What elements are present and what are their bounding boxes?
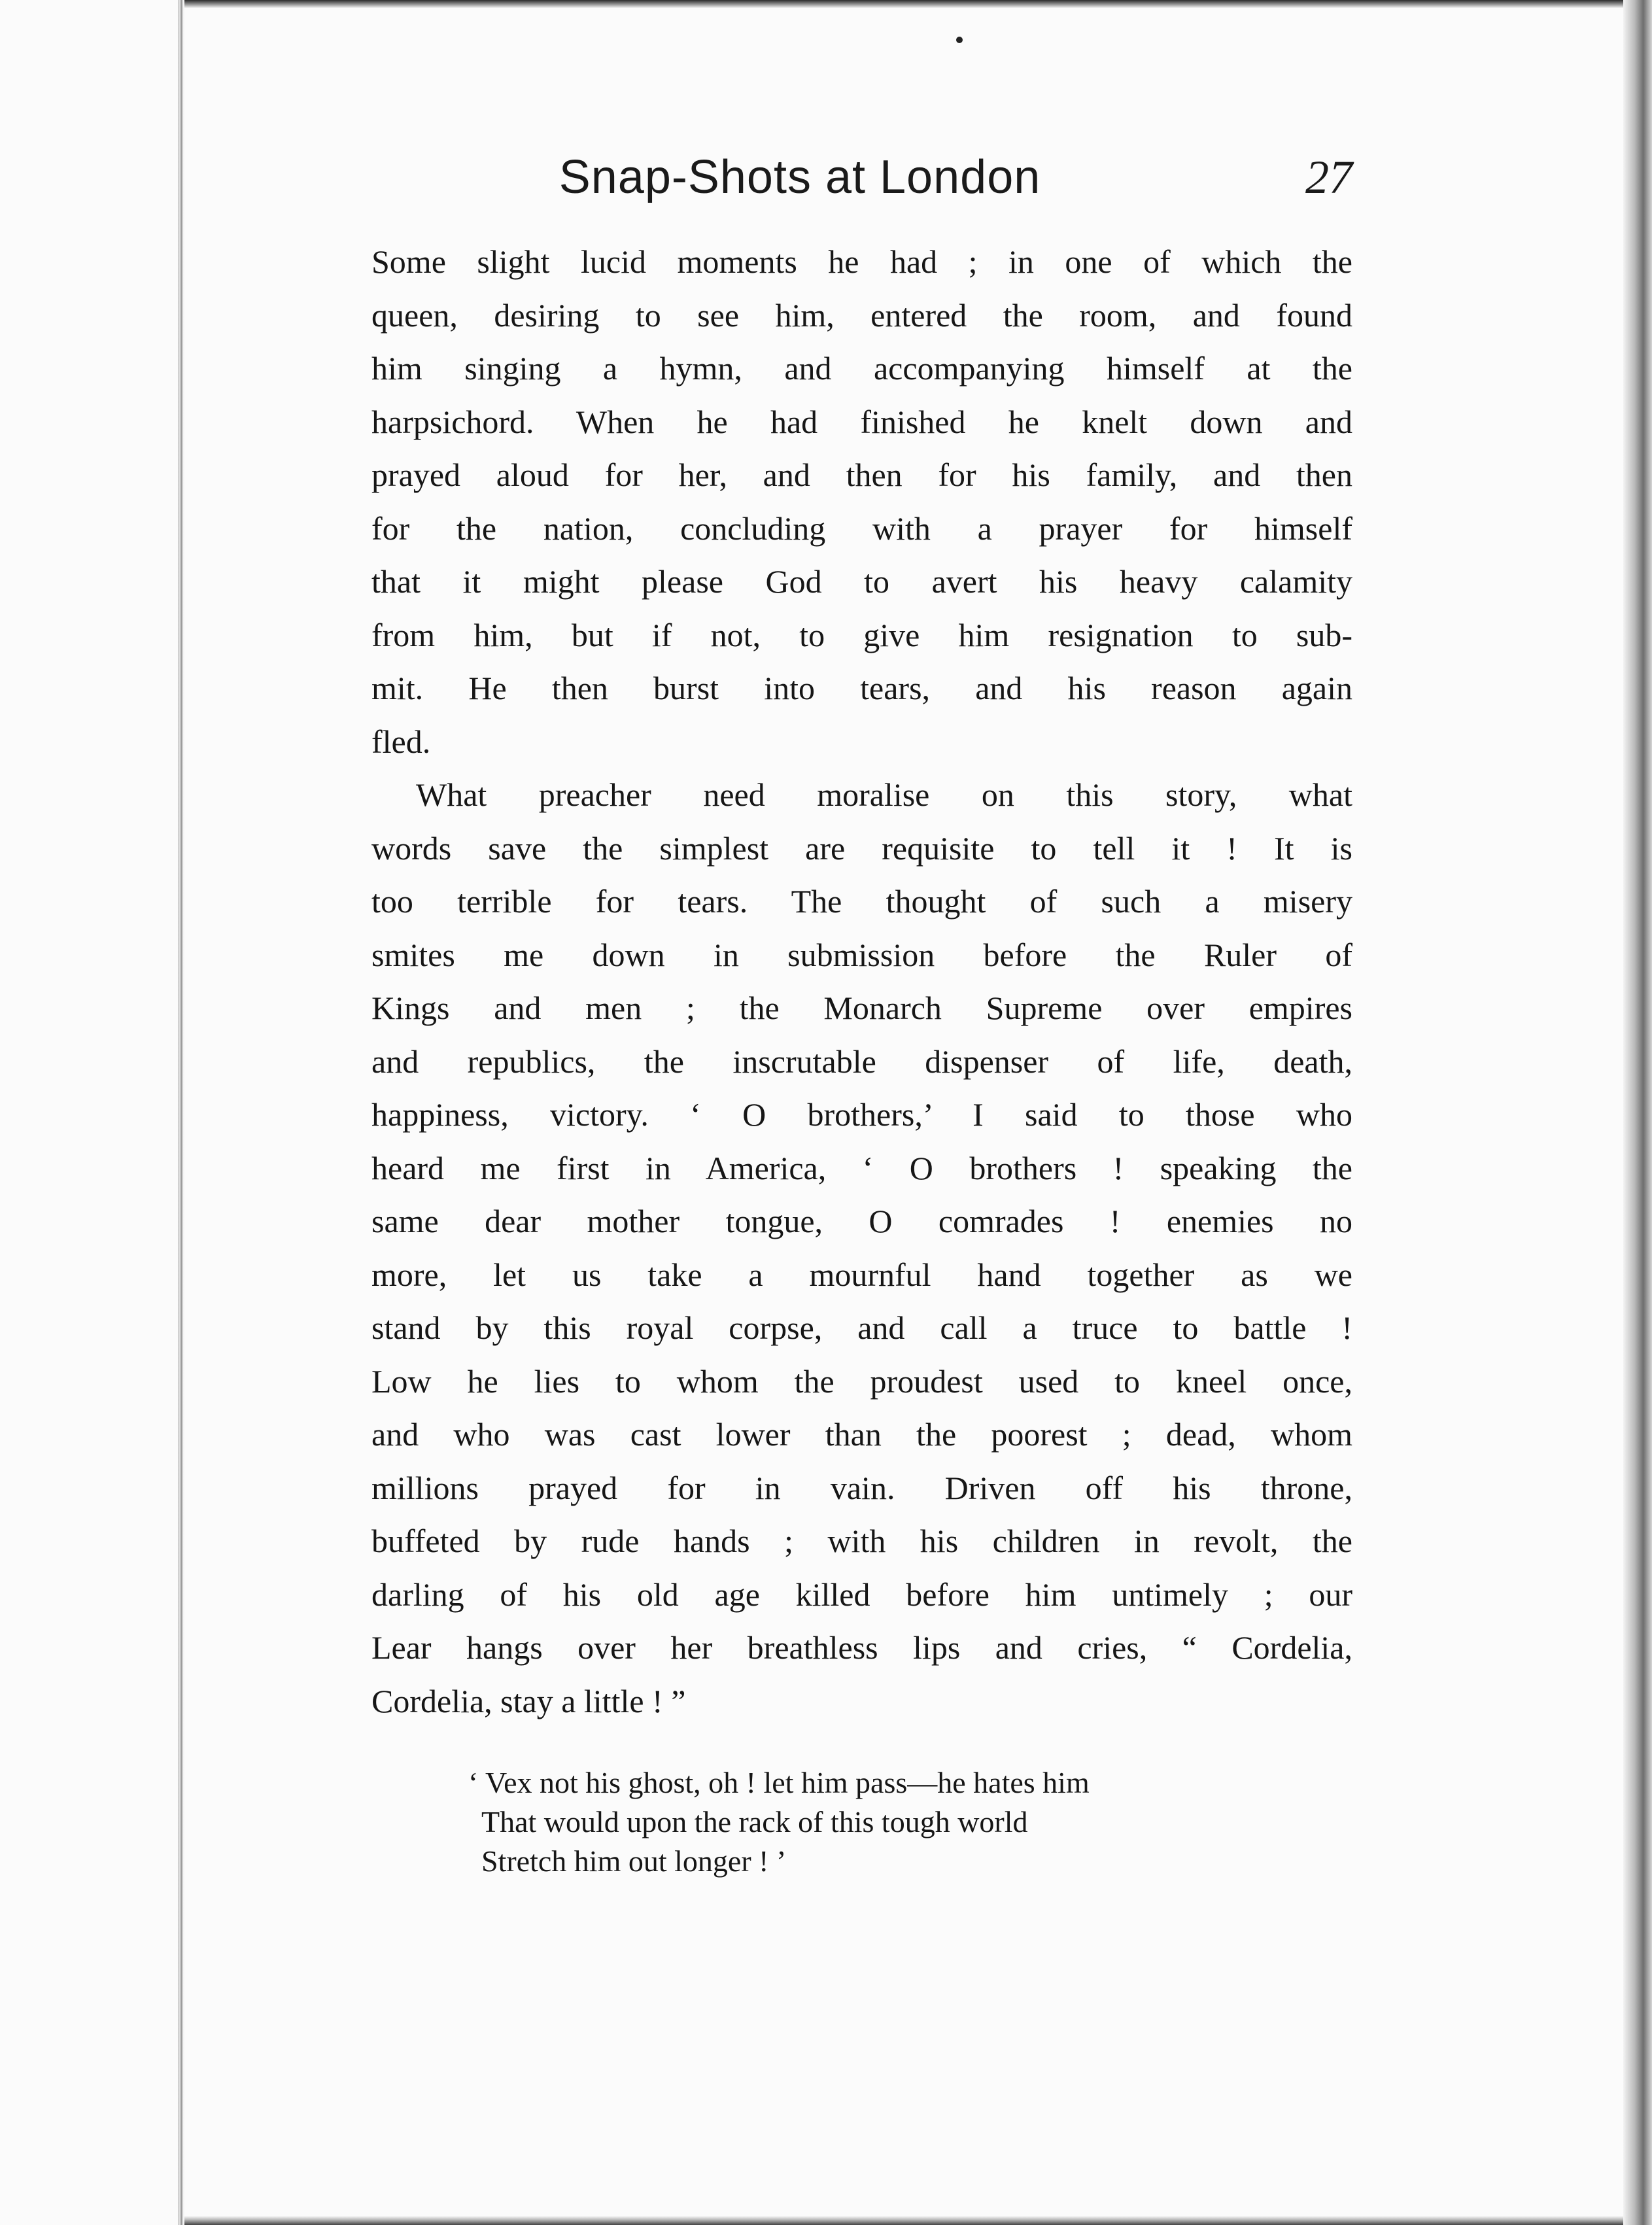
text-line: Low he lies to whom the proudest used to kneel once,: [371, 1362, 1352, 1400]
text-line: darling of his old age killed before him untimely ; our: [371, 1576, 1352, 1613]
paragraph-1: [371, 235, 1352, 768]
text-line: too terrible for tears. The thought of such a misery: [371, 883, 1352, 920]
text-line: him singing a hymn, and accompanying himself at the: [371, 350, 1352, 387]
text-line: same dear mother tongue, O comrades ! enemies no: [371, 1203, 1352, 1239]
text-line: from him, but if not, to give him resignation to sub-: [371, 616, 1352, 653]
text-line: Cordelia, stay a little ! ”: [371, 1682, 686, 1719]
text-line: prayed aloud for her, and then for his family, and then: [371, 457, 1352, 493]
text-line: Kings and men ; the Monarch Supreme over empires: [371, 990, 1352, 1026]
text-line: for the nation, concluding with a prayer for himself: [371, 509, 1352, 547]
text-line: happiness, victory. ‘ O brothers,’ I said to those who: [371, 1096, 1352, 1133]
text-line: that it might please God to avert his heavy calamity: [371, 563, 1352, 600]
top-scan-edge: [184, 0, 1652, 8]
body-text: [371, 235, 1352, 1728]
text-line: and republics, the inscrutable dispenser of life, death,: [371, 1043, 1352, 1080]
page-number: 27: [1305, 151, 1352, 203]
text-line: harpsichord. When he had finished he knelt down and: [371, 403, 1352, 440]
running-head: [371, 137, 1352, 235]
book-page: [371, 137, 1352, 1881]
text-line: fled.: [371, 723, 431, 760]
text-line: What preacher need moralise on this story, what: [416, 776, 1352, 813]
left-binding-shadow: [181, 0, 182, 2225]
text-line: more, let us take a mournful hand together as we: [371, 1256, 1352, 1293]
text-line: buffeted by rude hands ; with his children in revolt, the: [371, 1523, 1352, 1559]
text-line: words save the simplest are requisite to tell it ! It is: [371, 829, 1352, 867]
quote-line: ‘ Vex not his ghost, oh ! let him pass—he hates him: [468, 1766, 1090, 1799]
quote-line: That would upon the rack of this tough world: [481, 1805, 1028, 1838]
text-line: Some slight lucid moments he had ; in one of which the: [371, 243, 1352, 280]
text-line: and who was cast lower than the poorest ; dead, whom: [371, 1416, 1352, 1453]
text-line: stand by this royal corpse, and call a truce to battle !: [371, 1309, 1352, 1346]
text-line: heard me first in America, ‘ O brothers ! speaking the: [371, 1149, 1352, 1186]
verse-quotation: [468, 1763, 1352, 1881]
text-line: smites me down in submission before the Ruler of: [371, 936, 1352, 973]
text-line: Lear hangs over her breathless lips and cries, “ Cordelia,: [371, 1629, 1352, 1666]
text-line: millions prayed for in vain. Driven off his throne,: [371, 1469, 1352, 1506]
bottom-scan-edge: [184, 2216, 1623, 2225]
text-line: queen, desiring to see him, entered the room, and found: [371, 296, 1352, 334]
scan-speck: [956, 37, 963, 43]
right-scan-edge: [1623, 0, 1652, 2225]
text-line: mit. He then burst into tears, and his reason again: [371, 670, 1352, 706]
running-title: Snap-Shots at London: [559, 151, 1041, 203]
paragraph-2: [371, 768, 1352, 1728]
quote-line: Stretch him out longer ! ’: [481, 1844, 787, 1878]
